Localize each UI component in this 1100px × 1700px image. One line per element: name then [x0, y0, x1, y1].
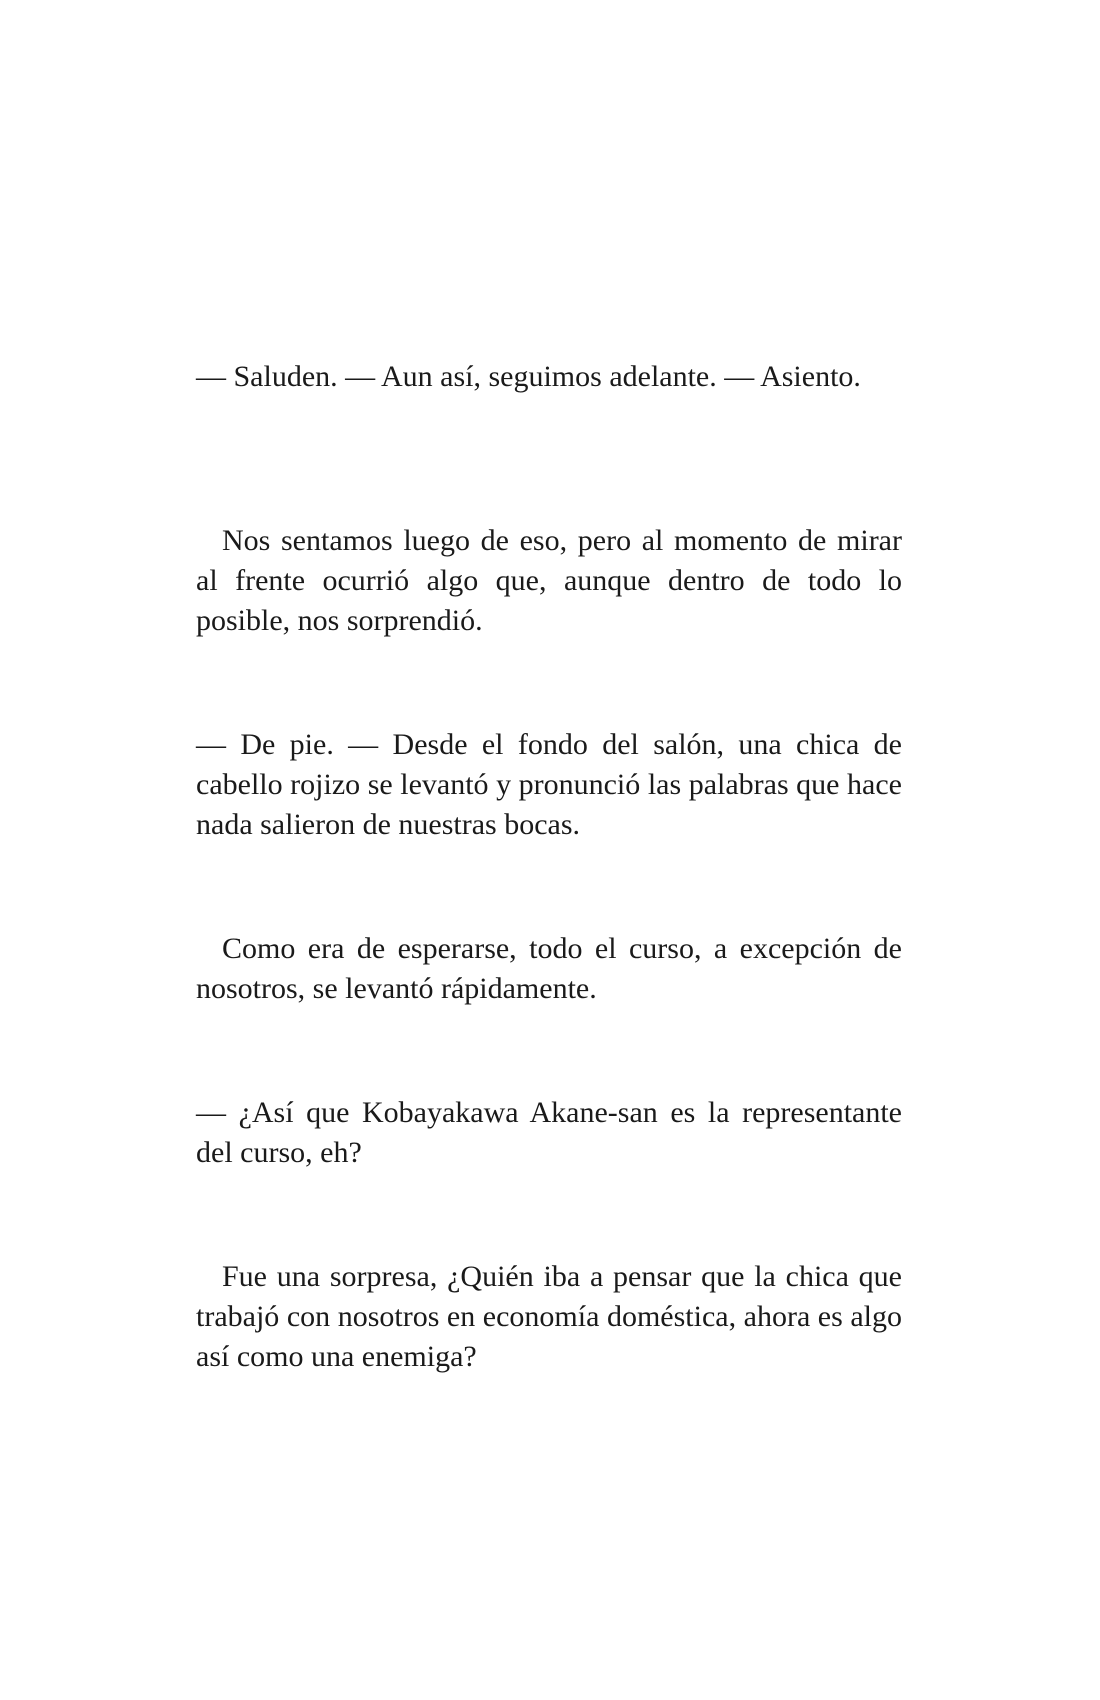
narration-paragraph: Como era de esperarse, todo el curso, a excepción de nosotros, se levantó rápidamente. — [196, 932, 902, 1005]
dialogue-paragraph: — Saluden. — Aun así, seguimos adelante. — Asiento. — [196, 360, 861, 393]
dialogue-paragraph: — De pie. — Desde el fondo del salón, una chica de cabello rojizo se levantó y pronunció las palabras que hace nada salieron de nuestras bocas. — [196, 728, 902, 841]
dialogue-paragraph: — ¿Así que Kobayakawa Akane-san es la representante del curso, eh? — [196, 1096, 902, 1169]
narration-paragraph: Nos sentamos luego de eso, pero al momento de mirar al frente ocurrió algo que, aunque dentro de todo lo posible, nos sorprendió. — [196, 524, 902, 637]
narration-paragraph: Fue una sorpresa, ¿Quién iba a pensar que la chica que trabajó con nosotros en economía doméstica, ahora es algo así como una enemiga? — [196, 1260, 902, 1373]
